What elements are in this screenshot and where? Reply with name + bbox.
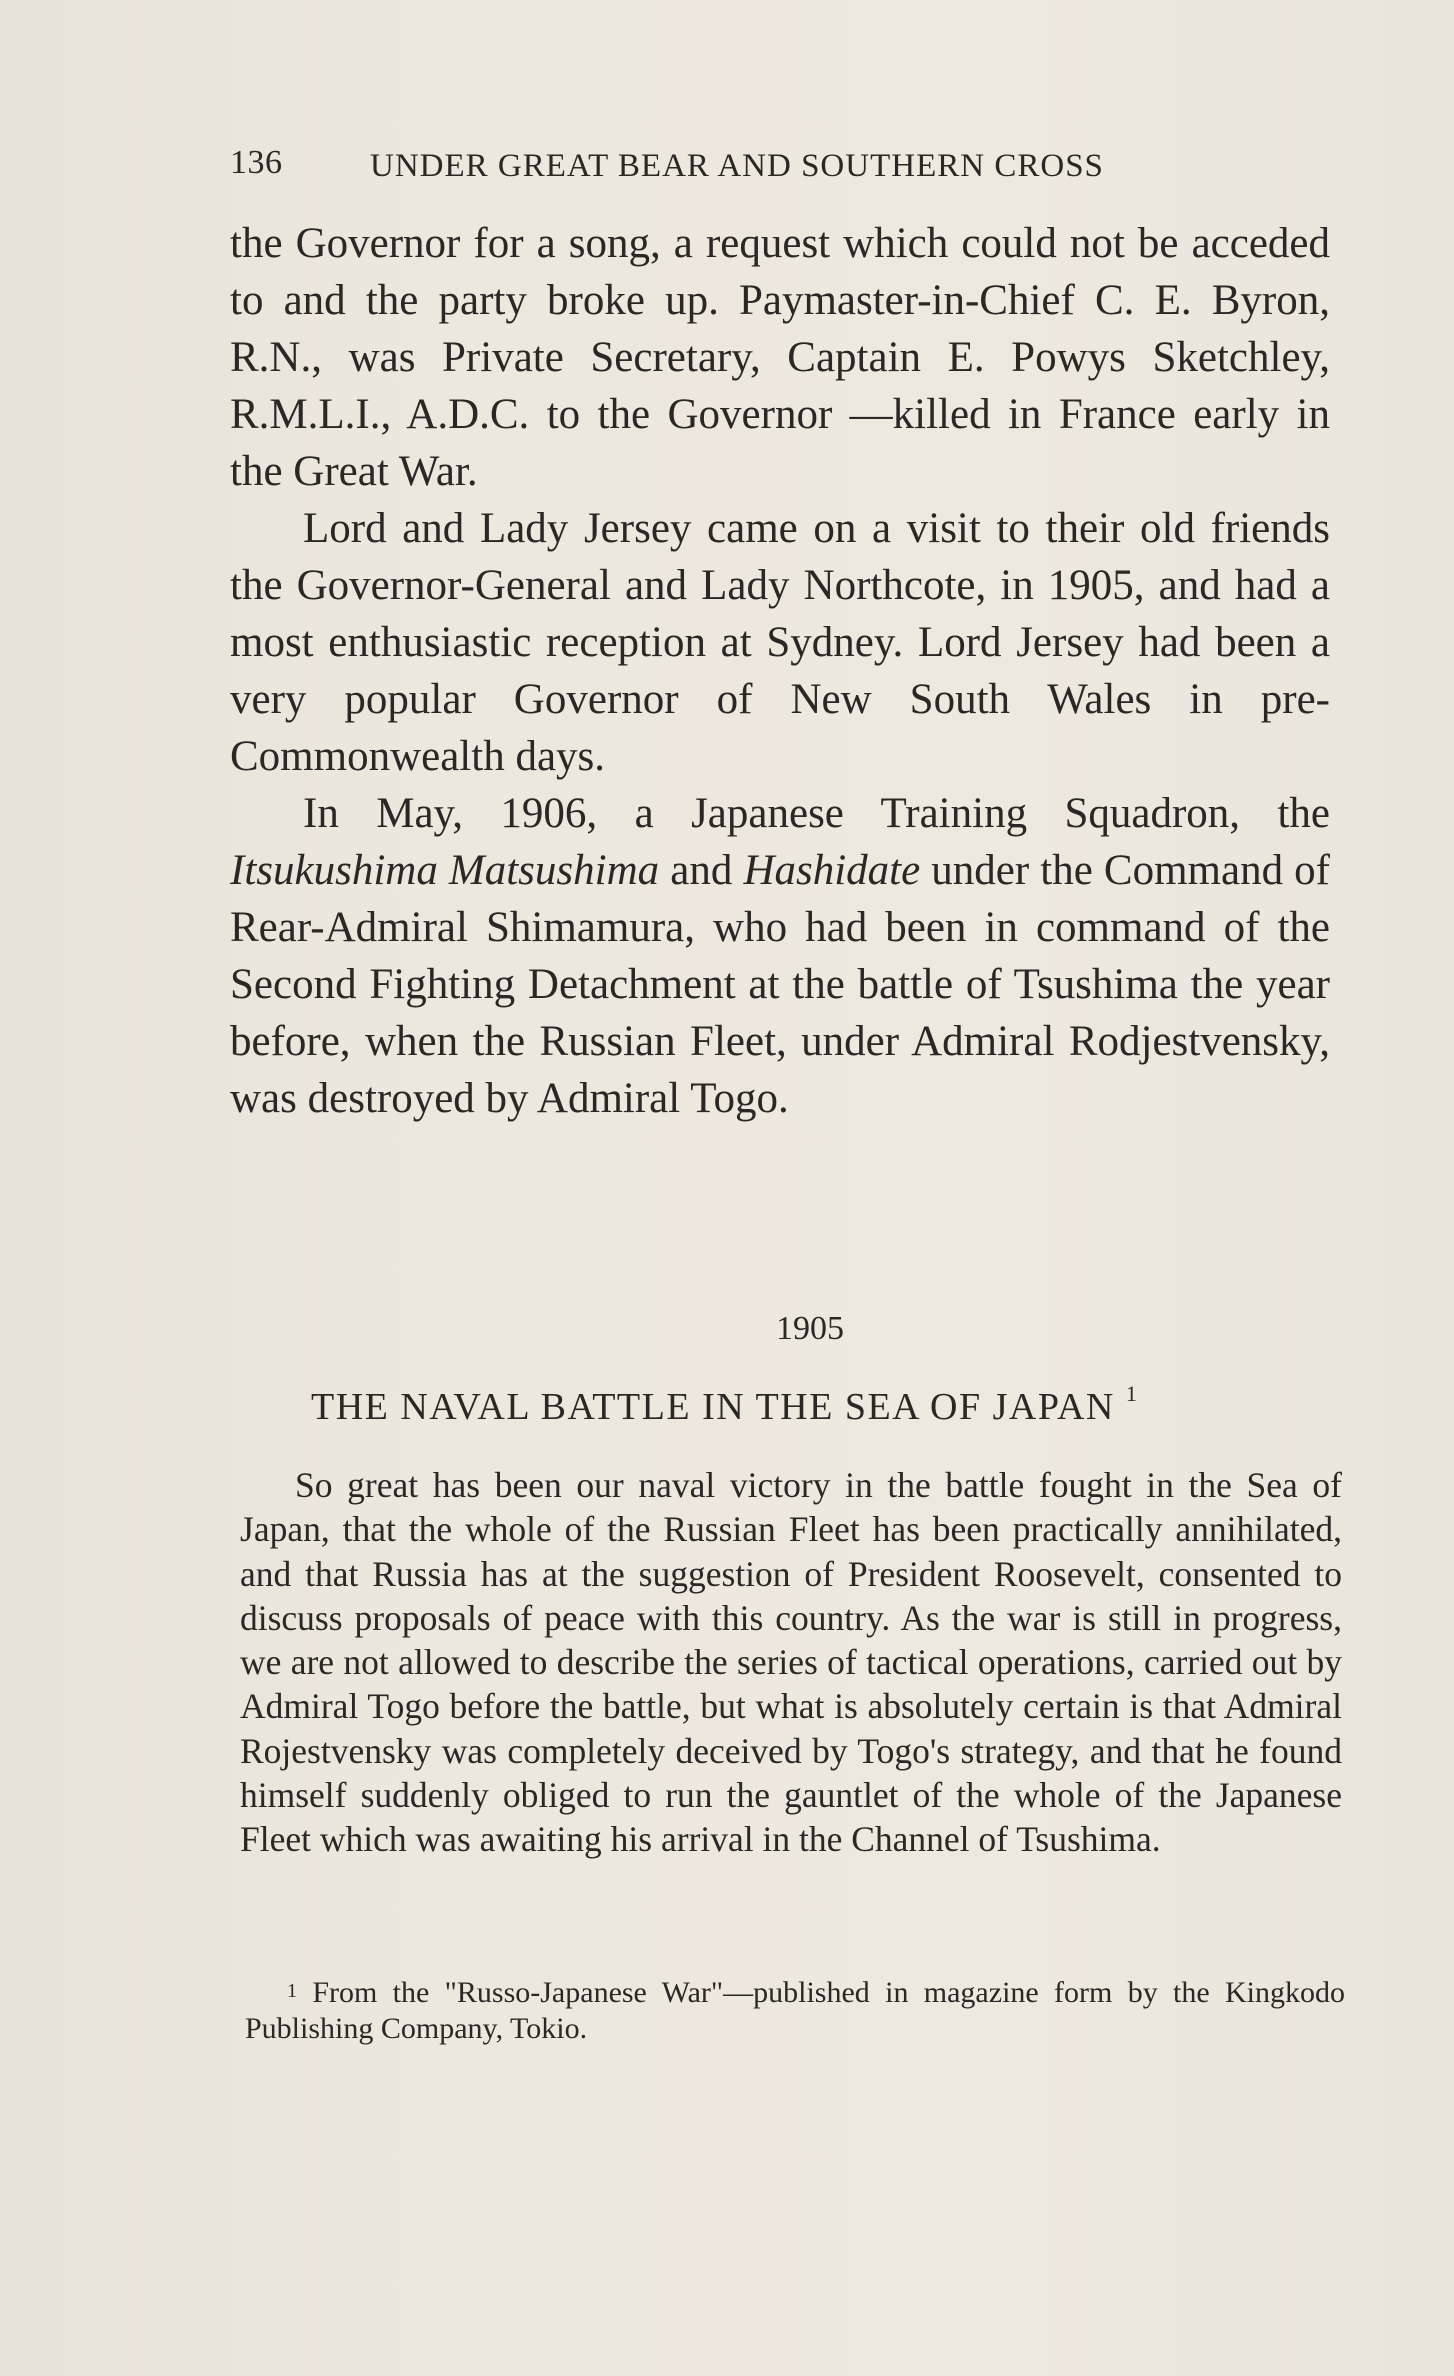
paragraph-governor-song: the Governor for a song, a request which could not be acceded to and the party broke up. Paymaster-in-Chief C. E. Byron, R.N., was Private Secretary, Captain E. Powys Sketchley, R.M.L.I., A.D.C. to the Governor —killed in France early in the Great War.: [230, 220, 1330, 495]
ship-name-hashidate: Hashidate: [743, 847, 921, 894]
running-head-title: UNDER GREAT BEAR AND SOUTHERN CROSS: [370, 148, 1104, 184]
paragraph-japanese-squadron-rest: under the Command of Rear-Admiral Shimamura, who had been in command of the Second Fighting Detachment at the battle of Tsushima the year before, when the Russian Fleet, under Admiral Rodjestvensky, was destroyed by Admiral Togo.: [230, 847, 1331, 1122]
chapter-title-text: THE NAVAL BATTLE IN THE SEA OF JAPAN: [311, 1386, 1115, 1428]
footnote-mark: 1: [287, 1980, 297, 2002]
quoted-extract: [240, 1463, 1342, 1862]
paragraph-lord-jersey: Lord and Lady Jersey came on a visit to their old friends the Governor-General and Lady Northcote, in 1905, and had a most enthusiastic reception at Sydney. Lord Jersey had been a very popular Governor of New South Wales in pre-Commonwealth days.: [230, 505, 1330, 780]
paragraph-and: and: [659, 847, 744, 894]
chapter-title: [311, 1381, 1139, 1429]
footnote-text: From the "Russo-Japanese War"—published in magazine form by the Kingkodo Publishing Company, Tokio.: [245, 1976, 1346, 2045]
ship-names-italic: Itsukushima Matsushima: [230, 847, 660, 894]
footnote: [245, 1975, 1345, 2047]
quoted-paragraph: So great has been our naval victory in the battle fought in the Sea of Japan, that the whole of the Russian Fleet has been practically annihilated, and that Russia has at the suggestion of President Roosevelt, consented to discuss proposals of peace with this country. As the war is still in progress, we are not allowed to describe the series of tactical operations, carried out by Admiral Togo before the battle, but what is absolutely certain is that Admiral Rojestvensky was completely deceived by Togo's strategy, and that he found himself suddenly obliged to run the gauntlet of the whole of the Japanese Fleet which was awaiting his arrival in the Channel of Tsushima.: [240, 1465, 1342, 1860]
footnote-reference: 1: [1125, 1381, 1139, 1406]
running-head: [230, 144, 1330, 194]
chapter-year: 1905: [776, 1310, 844, 1347]
paragraph-japanese-squadron: [230, 785, 1330, 1127]
body-text: [230, 215, 1330, 1127]
paragraph-japanese-squadron-start: In May, 1906, a Japanese Training Squadron, the: [303, 790, 1330, 837]
footnote-paragraph: [245, 1975, 1345, 2047]
page-number: 136: [230, 144, 283, 181]
